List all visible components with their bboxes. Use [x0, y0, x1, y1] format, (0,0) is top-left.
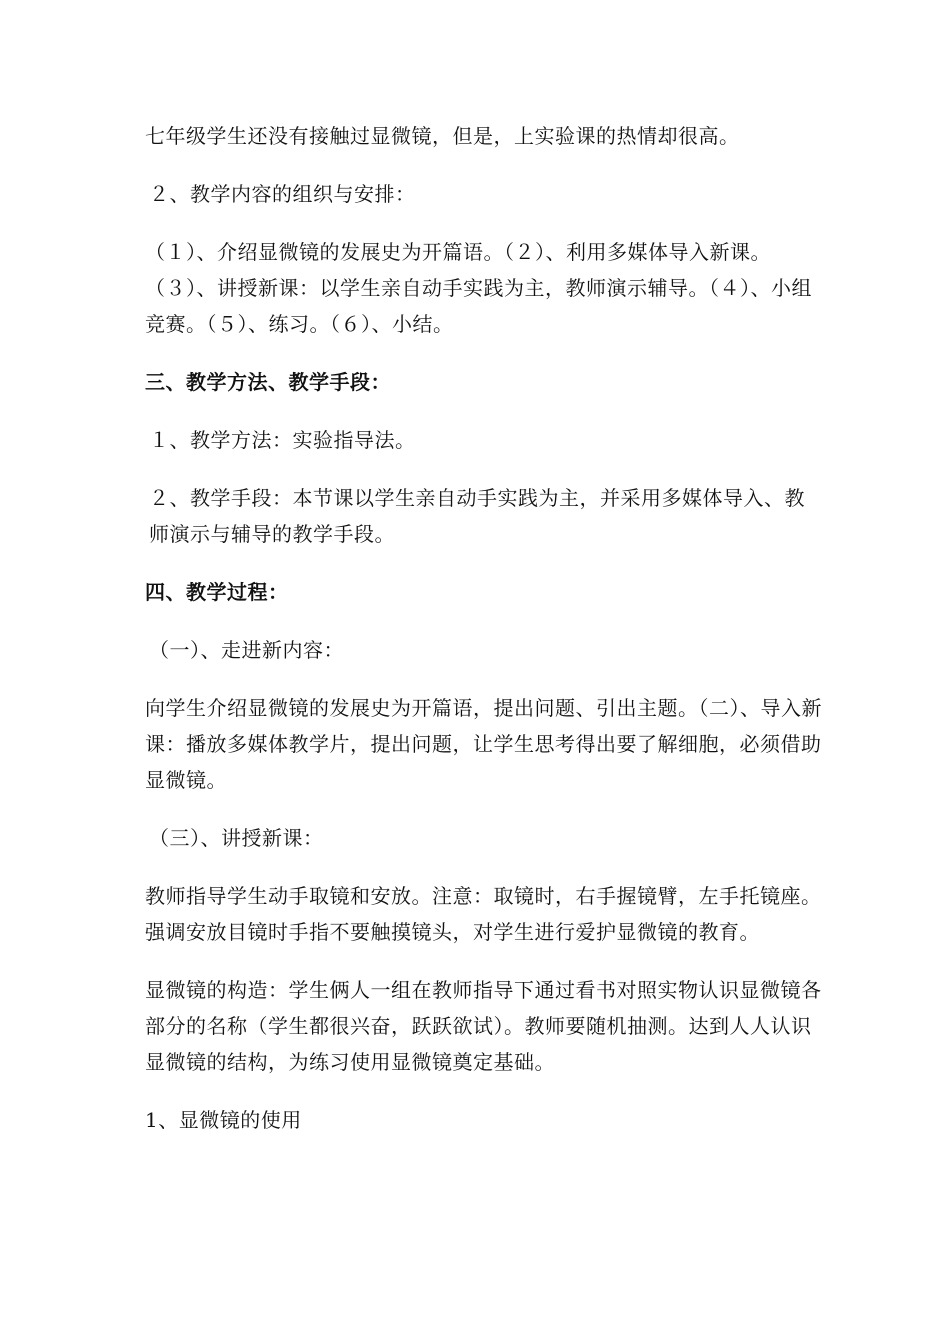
- paragraph-content-organization-steps: （１）、介绍显微镜的发展史为开篇语。（２）、利用多媒体导入新课。（３）、讲授新课：以学生亲自动手实践为主，教师演示辅导。（４）、小组竞赛。（５）、练习。（６）、小结。: [145, 240, 812, 336]
- paragraph-microscope-handling: 教师指导学生动手取镜和安放。注意：取镜时，右手握镜臂，左手托镜座。强调安放目镜时手指不要触摸镜头，对学生进行爱护显微镜的教育。: [145, 884, 822, 944]
- heading-teaching-process: 四、教学过程：: [145, 580, 289, 604]
- paragraph-microscope-structure: 显微镜的构造：学生俩人一组在教师指导下通过看书对照实物认识显微镜各部分的名称（学生都很兴奋，跃跃欲试）。教师要随机抽测。达到人人认识显微镜的结构，为练习使用显微镜奠定基础。: [145, 978, 822, 1074]
- heading-teaching-methods: 三、教学方法、教学手段：: [145, 370, 391, 394]
- paragraph-student-background: 七年级学生还没有接触过显微镜，但是，上实验课的热情却很高。: [145, 124, 740, 148]
- paragraph-teaching-means: ２、教学手段：本节课以学生亲自动手实践为主，并采用多媒体导入、教师演示与辅导的教学手段。: [149, 486, 805, 546]
- document-body: [145, 118, 825, 1160]
- paragraph-teaching-method: １、教学方法：实验指导法。: [149, 428, 416, 452]
- paragraph-microscope-usage-title: 1、显微镜的使用: [145, 1108, 302, 1132]
- paragraph-section-three-title: （三）、讲授新课：: [149, 826, 324, 850]
- paragraph-section-one-title: （一）、走进新内容：: [149, 638, 344, 662]
- paragraph-content-organization-title: ２、教学内容的组织与安排：: [149, 182, 416, 206]
- paragraph-section-one-body: 向学生介绍显微镜的发展史为开篇语，提出问题、引出主题。（二）、导入新课：播放多媒体教学片，提出问题，让学生思考得出要了解细胞，必须借助显微镜。: [145, 696, 822, 792]
